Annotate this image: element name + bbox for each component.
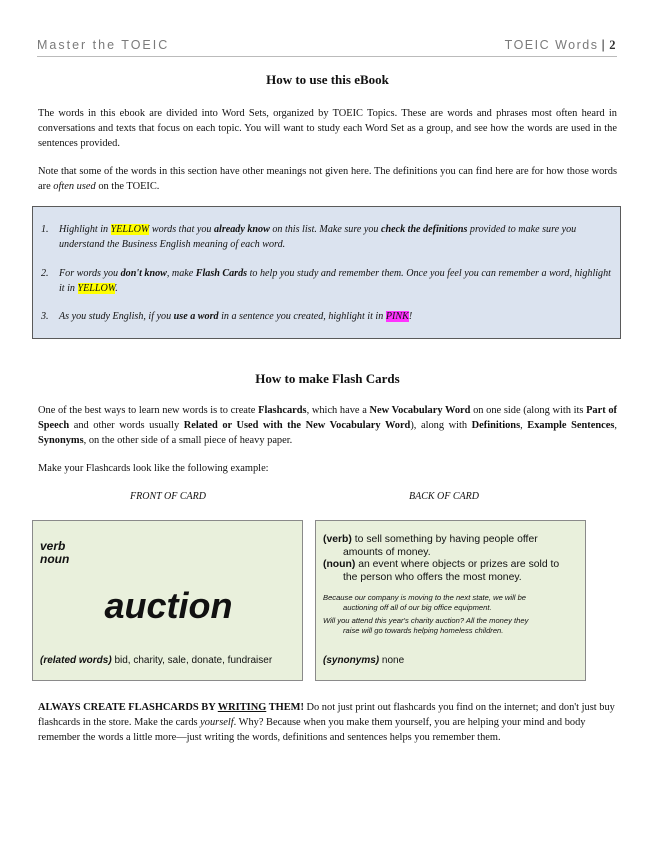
instruction-text: For words you: [59, 268, 121, 279]
closing-paragraph: [38, 700, 617, 745]
para-text: One of the best ways to learn new words is to create: [38, 405, 259, 416]
para-text: and other words usually: [69, 420, 184, 431]
related-label: (related words): [40, 655, 112, 666]
section-title-flashcards: How to make Flash Cards: [255, 371, 400, 386]
instruction-text: !: [408, 311, 413, 322]
flashcard-front: [32, 520, 303, 681]
header-separator: |: [601, 38, 607, 52]
closing-text: . Why? Because when you make them yourself, you are helping your mind and body remember the words a little more—just writing the words, definitions and sentences helps you remember them.: [38, 717, 586, 743]
instruction-item-2: [41, 266, 611, 296]
para-text: ,: [614, 420, 617, 431]
para-bold: Part of Speech: [38, 405, 618, 431]
part-of-speech-noun: noun: [40, 552, 70, 566]
header-section-title: TOEIC Words: [504, 38, 599, 52]
synonyms-label: (synonyms): [323, 655, 380, 666]
instruction-bold: use a word: [173, 311, 219, 322]
instruction-number: 3.: [41, 311, 49, 322]
definition-label: (verb): [323, 534, 352, 545]
closing-caps: THEM!: [266, 702, 304, 713]
instruction-item-3: [41, 309, 611, 324]
instruction-text: in a sentence you created, highlight it in: [218, 311, 386, 322]
instruction-text: .: [115, 283, 118, 294]
synonyms-list: none: [379, 655, 405, 666]
vocabulary-word: auction: [104, 585, 233, 626]
example-intro: Make your Flashcards look like the following example:: [38, 463, 269, 474]
related-words: [40, 655, 272, 666]
instruction-text: provided to make sure you understand the Business English meaning of each word.: [59, 224, 577, 250]
part-of-speech-verb: verb: [40, 539, 66, 553]
header-book-title: Master the TOEIC: [37, 38, 170, 52]
page-header: [37, 38, 617, 57]
example-text: Because our company is moving to the next state, we will be: [323, 593, 527, 602]
para-text: on one side (along with its: [470, 405, 587, 416]
definition-noun: [323, 559, 573, 584]
page-number: 2: [609, 38, 617, 52]
related-list: bid, charity, sale, donate, fundraiser: [111, 655, 273, 666]
definition-text: an event where objects or prizes are sold to: [355, 559, 560, 570]
example-text: raise will go towards helping homeless children.: [343, 626, 504, 635]
back-card-label: BACK OF CARD: [409, 491, 479, 502]
para-text: , which have a: [306, 405, 370, 416]
header-section: [505, 38, 617, 53]
para-text: , on the other side of a small piece of heavy paper.: [83, 435, 293, 446]
instruction-text: As you study English, if you: [59, 311, 174, 322]
instruction-number: 2.: [41, 268, 49, 279]
example-sentence-1: [323, 593, 573, 613]
instruction-bold: already know: [214, 224, 270, 235]
note-text-b: on the TOEIC.: [95, 181, 160, 192]
definition-text: the person who offers the most money.: [343, 571, 522, 583]
definition-verb: [323, 534, 573, 559]
para-bold: Synonyms: [38, 435, 84, 446]
flashcard-back: [315, 520, 586, 681]
instruction-text: Highlight in: [59, 224, 111, 235]
example-sentence-2: [323, 616, 573, 636]
para-bold: New Vocabulary Word: [369, 405, 471, 416]
example-text: Will you attend this year's charity auction? All the money they: [323, 616, 529, 625]
instructions-box: [32, 206, 621, 339]
para-bold: Flashcards: [258, 405, 307, 416]
highlight-yellow: YELLOW: [77, 283, 116, 294]
para-bold: Example Sentences: [527, 420, 615, 431]
definition-label: (noun): [323, 559, 356, 570]
example-text: auctioning off all of our big office equipment.: [343, 603, 492, 612]
front-card-label: FRONT OF CARD: [130, 491, 206, 502]
intro-paragraph: The words in this ebook are divided into Word Sets, organized by TOEIC Topics. These are words and phrases most often heard in conversations and texts that focus on each topic. You will want to study each Word Set as a group, and see how the words are used in the sentences provided.: [38, 108, 617, 149]
note-text-a: Note that some of the words in this section have other meanings not given here. The definitions you can find here are for how those words are: [38, 166, 617, 192]
para-bold: Definitions: [471, 420, 521, 431]
note-emphasis: often used: [53, 181, 96, 192]
instruction-bold: Flash Cards: [195, 268, 248, 279]
flashcards-paragraph: [38, 403, 617, 448]
para-text: ,: [520, 420, 528, 431]
closing-caps: ALWAYS CREATE FLASHCARDS BY: [38, 702, 218, 713]
highlight-pink: PINK: [385, 311, 409, 322]
closing-underlined: WRITING: [217, 702, 267, 713]
note-paragraph: [38, 164, 617, 194]
instruction-number: 1.: [41, 224, 49, 235]
highlight-yellow: YELLOW: [110, 224, 150, 235]
section-title-ebook: How to use this eBook: [266, 72, 389, 87]
instruction-text: to help you study and remember them. Once you feel you can remember a word, highlight it in: [59, 268, 611, 294]
closing-emphasis: yourself: [200, 717, 234, 728]
instruction-bold: check the definitions: [381, 224, 468, 235]
instruction-text: words that you: [149, 224, 214, 235]
para-bold: Related or Used with the New Vocabulary Word: [183, 420, 411, 431]
para-text: ), along with: [410, 420, 472, 431]
closing-text: Do not just print out flashcards you find on the internet; and don't just buy flashcards in the store. Make the cards: [38, 702, 615, 728]
definition-text: amounts of money.: [343, 546, 431, 558]
instruction-item-1: [41, 222, 611, 252]
synonyms: [323, 655, 404, 666]
instruction-bold: don't know: [120, 268, 167, 279]
instruction-text: , make: [166, 268, 196, 279]
instruction-text: on this list. Make sure you: [269, 224, 382, 235]
definition-text: to sell something by having people offer: [351, 534, 538, 545]
